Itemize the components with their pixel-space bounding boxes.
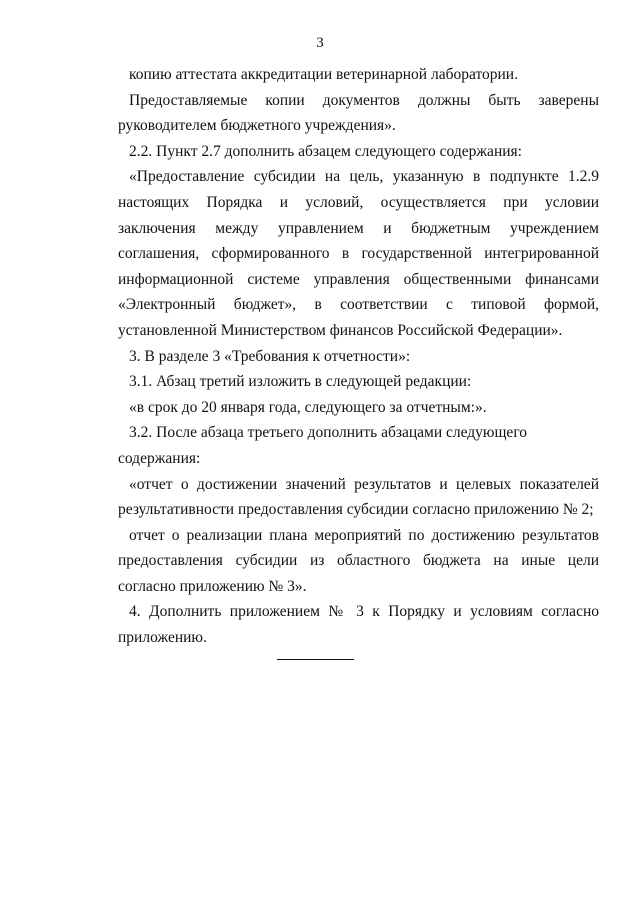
- closing-rule: [277, 659, 354, 660]
- paragraph-accreditation-copy: копию аттестата аккредитации ветеринарной лаборатории.: [129, 66, 518, 83]
- document-body: [118, 62, 599, 651]
- page-number: 3: [316, 35, 324, 51]
- paragraph-copies-certified: Предоставляемые копии документов должны быть заверены руководителем бюджетного учреждения».: [118, 91, 599, 135]
- paragraph-subsidy-provision: «Предоставление субсидии на цель, указанную в подпункте 1.2.9 настоящих Порядка и условий, осуществляется при условии заключения между управлением и бюджетным учреждением соглашения, сформированного в государственной интегрированной информационной системе управления общественными финансами «Электронный бюджет», в соответствии с типовой формой, установленной Министерством финансов Российской Федерации».: [118, 168, 599, 339]
- paragraph-item-3: 3. В разделе 3 «Требования к отчетности»:: [129, 347, 411, 365]
- paragraph-results-report: «отчет о достижении значений результатов и целевых показателей результативности предоставления субсидии согласно приложению № 2;: [118, 475, 599, 519]
- paragraph-plan-report: отчет о реализации плана мероприятий по достижению результатов предоставления субсидии из областного бюджета на иные цели согласно приложению № 3».: [118, 526, 599, 595]
- paragraph-item-4: 4. Дополнить приложением № 3 к Порядку и условиям согласно приложению.: [118, 603, 599, 647]
- paragraph-item-3-2: 3.2. После абзаца третьего дополнить абзацами следующего содержания:: [118, 424, 528, 467]
- paragraph-item-2-2: 2.2. Пункт 2.7 дополнить абзацем следующего содержания:: [129, 142, 522, 160]
- paragraph-deadline: «в срок до 20 января года, следующего за отчетным:».: [129, 398, 487, 416]
- paragraph-item-3-1: 3.1. Абзац третий изложить в следующей редакции:: [129, 373, 472, 391]
